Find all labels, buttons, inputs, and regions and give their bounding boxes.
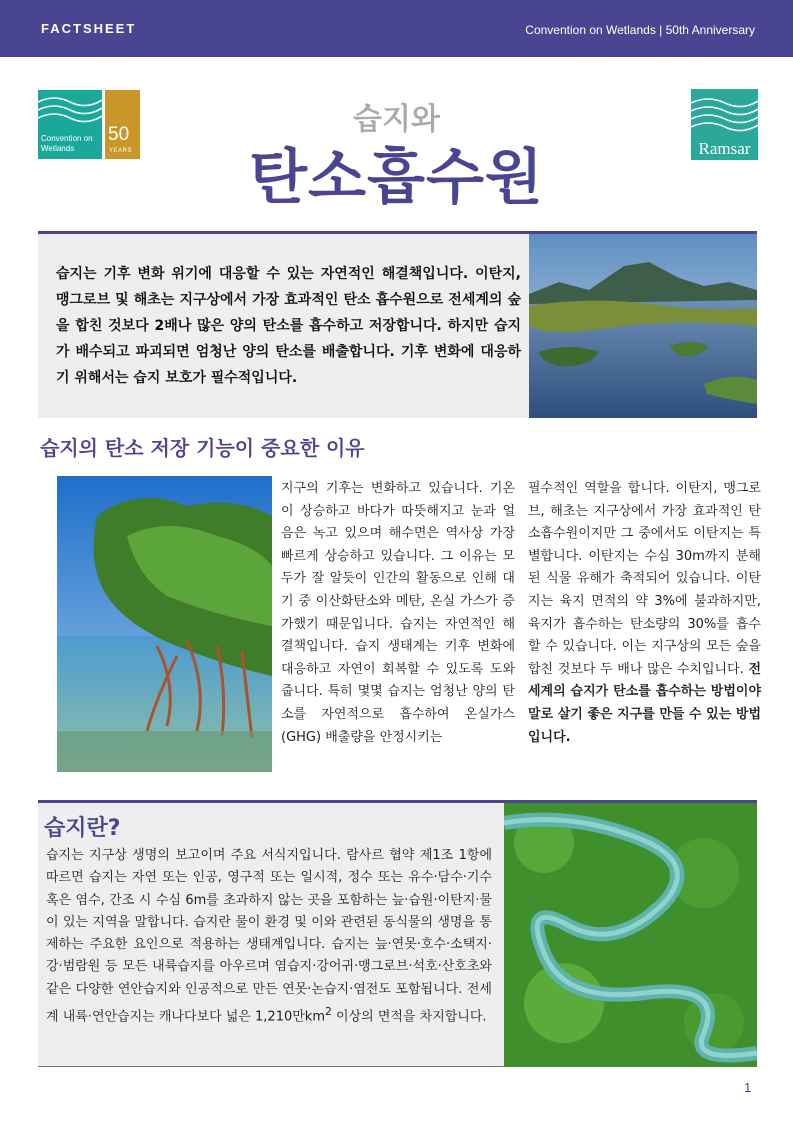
convention-logo-text-1: Convention on xyxy=(41,134,93,143)
wetland-definition-end: 이상의 면적을 차지합니다. xyxy=(331,1009,487,1025)
section1-column-2 xyxy=(528,478,761,749)
ramsar-logo-text: Ramsar xyxy=(698,139,751,158)
page-title: 탄소흡수원 xyxy=(249,143,544,213)
header-bar xyxy=(0,0,793,57)
convention-logo-text-2: Wetlands xyxy=(41,144,75,153)
river-wetland-aerial-photo xyxy=(504,803,757,1067)
convention-anniversary-label: Convention on Wetlands | 50th Anniversary xyxy=(525,23,755,37)
anniversary-years: YEARS xyxy=(109,148,132,154)
section1-column-2-bold: 전 세계의 습지가 탄소를 흡수하는 방법이야 말로 살기 좋은 지구를 만들 수 있는 방법입니다. xyxy=(528,661,761,745)
intro-text: 습지는 기후 변화 위기에 대응할 수 있는 자연적인 해결책입니다. 이탄지, 맹그로브 및 해초는 지구상에서 가장 효과적인 탄소 흡수원으로 전세계의 숲을 합친 것보다 2배나 많은 양의 탄소를 흡수하고 저장합니다. 하지만 습지가 배수되고 파괴되면 엄청난 양의 탄소를 배출합니다. 기후 변화에 대응하기 위해서는 습지 보호가 필수적입니다. xyxy=(56,266,521,386)
page-number: 1 xyxy=(744,1080,752,1095)
wetland-definition-main: 습지는 지구상 생명의 보고이며 주요 서식지입니다. 람사르 협약 제1조 1항에 따르면 습지는 자연 또는 인공, 영구적 또는 일시적, 정수 또는 유수·담수·기수 혹은 염수, 간조 시 수심 6m를 초과하지 않는 곳을 포함하는 늪·습원·이탄지·물이 있는 지역을 말합니다. 습지란 물이 환경 및 이와 관련된 동식물의 생명을 통제하는 주요한 요인으로 적용하는 생태계입니다. 습지는 늪·연못·호수·소택지·강·범람원 등 모든 내륙습지를 아우르며 염습지·강어귀·맹그로브·석호·산호초와 같은 다양한 연안습지와 인공적으로 만든 연못·논습지·염전도 포함됩니다. 전세계 내륙·연안습지는 캐나다보다 넓은 1,210만km xyxy=(46,848,492,1025)
factsheet-label: FACTSHEET xyxy=(41,21,137,36)
mangrove-photo xyxy=(57,476,272,772)
section-heading-what-is-wetland: 습지란? xyxy=(44,816,121,841)
area-unit-superscript: 2 xyxy=(325,1005,332,1019)
section-heading-carbon-storage: 습지의 탄소 저장 기능이 중요한 이유 xyxy=(40,436,365,460)
section1-column-2-text: 필수적인 역할을 합니다. 이탄지, 맹그로브, 해초는 지구상에서 가장 효과적인 탄소흡수원이지만 그 중에서도 이탄지는 특별합니다. 이탄지는 수심 30m까지 분해된 식물 유해가 축적되어 있습니다. 이탄지는 육지 면적의 약 3%에 불과하지만, 육지가 흡수하는 탄소량의 30%를 흡수할 수 있습니다. 이는 지구상의 모든 숲을 합친 것보다 두 배나 많은 수치입니다. xyxy=(528,481,761,677)
title-line-1: 습지와 xyxy=(353,102,440,137)
section1-column-1: 지구의 기후는 변화하고 있습니다. 기온이 상승하고 바다가 따뜻해지고 눈과 얼음은 녹고 있으며 해수면은 역사상 가장 빠르게 상승하고 있습니다. 그 이유는 모두가 잘 알듯이 인간의 활동으로 인해 대기 중 이산화탄소와 메탄, 온실 가스가 증가했기 때문입니다. 습지는 자연적인 해결책입니다. 습지 생태계는 기후 변화에 대응하고 자연이 회복할 수 있도록 도와줍니다. 특히 몇몇 습지는 엄청난 양의 탄소를 자연적으로 흡수하여 온실가스(GHG) 배출량을 안정시키는 xyxy=(281,481,515,745)
wetland-definition-text xyxy=(46,845,492,1029)
mountain-lake-photo xyxy=(529,234,757,418)
anniversary-number: 50 xyxy=(108,124,130,145)
